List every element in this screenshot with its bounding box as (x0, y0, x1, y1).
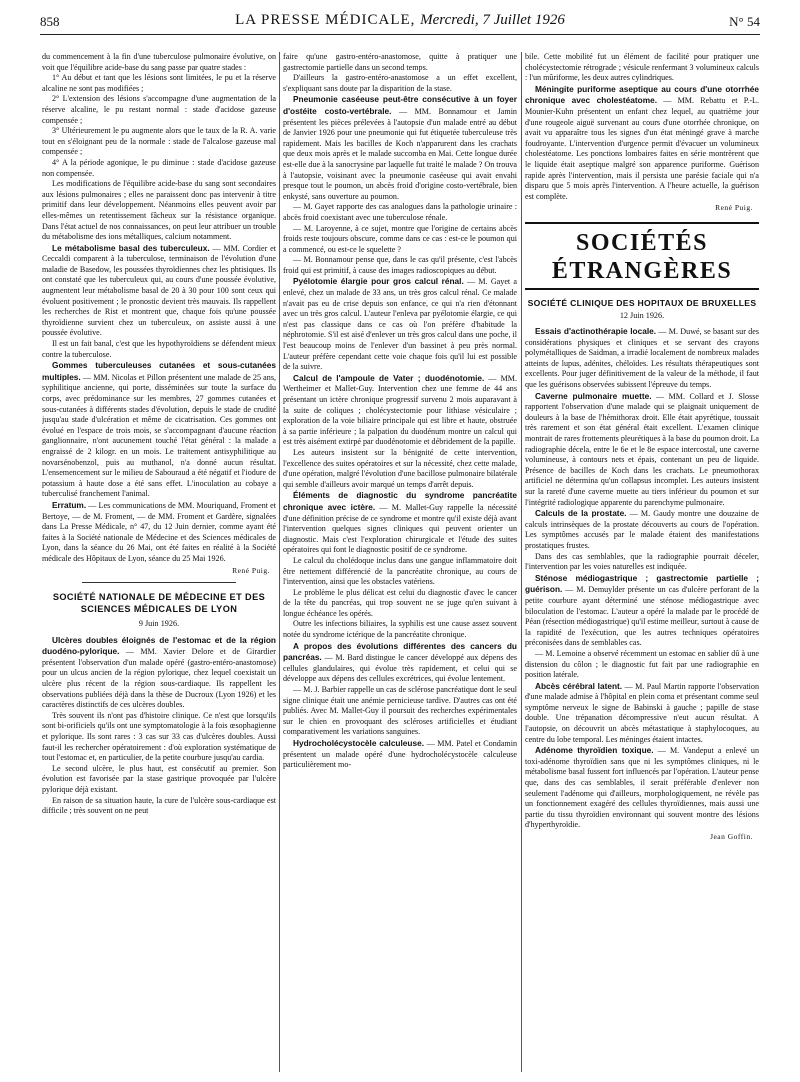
paragraph: Outre les infections biliaires, la syphilis est une cause assez souvent notée du syndrome ictérique de la pancréatite chronique. (283, 619, 517, 640)
article (283, 373, 517, 448)
article-text: — M. Gaudy montre une douzaine de calculs intrinsèques de la prostate découverts au cours de l'opération. Les symptômes accusés par le malade étaient des manifestations prostatiques frustes. (525, 509, 759, 550)
article-text: — MM. Wertheimer et Mallet-Guy. Intervention chez une femme de 44 ans présentant un ictère chronique progressif survenu 2 mois auparavant à la suite de coliques ; cholécystectomie pour lithiase vésiculaire ; exploration de la voie biliaire principale qui est libre et haute, obstruée à sa partie inférieure ; la palpation du duodénum montre un calcul qui est très aisément extirpé par duodénotomie et débridement de la papille. (283, 373, 517, 447)
paragraph: Le second ulcère, le plus haut, est consécutif au premier. Son évolution est favorisée par la stase gastrique provoquée par l'ulcère pylorique déjà existant. (42, 763, 276, 794)
page-number: 858 (40, 14, 60, 29)
article-text: — MM. Cordier et Ceccaldi comparent à la tuberculose, terminaison de l'évolution d'une maladie de Basedow, les poussées thyroïdiennes chez les phtisiques. Ils ont constaté que les tuberculeux qui, au cours d'une poussée évolutive, augmentent leur métabolisme basal de 20 à 30 pour 100 sont ceux qui évoluent positivement ; le pronostic devient très mauvais. Ils rappellent les recherches de Rist et montrent que, chaque fois qu'une poussée thyroïdienne survient chez un tuberculeux, on assiste aussi à une poussée évolutive. (42, 243, 276, 338)
paragraph: Les auteurs insistent sur la bénignité de cette intervention, l'excellence des suites opératoires et sur la nécessité, chez cette malade, d'une opération, malgré l'évolution d'une bacillose pulmonaire bilatérale qui semble d'ailleurs avoir marqué un temps d'arrêt depuis. (283, 447, 517, 489)
page-header (40, 8, 760, 35)
article-text: — MM. Nicolas et Pillon présentent une malade de 25 ans, syphilitique ancienne, qui porte, disséminées sur toute la surface du corps, avec prédominance sur les membres, 27 gommes cutanées et sous-cutanées à différents stades d'évolution, depuis le stade de crudité jusqu'au stade d'ulcération et même de cicatrisation. Ces gommes ont évolué en l'espace de trois mois, se s'accompagnant d'aucune réaction ganglionnaire, n'ont aucunement touché l'état général : la malade a engraissé de 2 kilogr. en un mois. Le traitement antisyphilitique au novarsénobenzol, puis au muthanol, n'a donné aucun résultat. L'ensemencement sur le milieu de Sabouraud a été négatif et l'iodure de potassium à haute dose a été sans effet. L'inoculation au cobaye a tuberculisé franchement l'animal. (42, 372, 276, 499)
article (525, 573, 759, 649)
paragraph: 1° Au début et tant que les lésions sont limitées, le pu et la réserve alcaline ne sont pas modifiées ; (42, 73, 276, 93)
article (42, 500, 276, 565)
column-3 (525, 52, 759, 1077)
paragraph: 3° Ultérieurement le pu augmente alors que le taux de la R. A. varie tout en s'éloignant peu de la normale : stade de l'alcalose gazeuse mal compensée ; (42, 126, 276, 157)
article (525, 326, 759, 391)
paragraph: 2° L'extension des lésions s'accompagne d'une augmentation de la réserve alcaline, le pu restant normal : stade d'acidose gazeuse compensée ; (42, 94, 276, 125)
article-heading: Éléments de diagnostic du syndrome pancréatite chronique avec ictère. (283, 490, 517, 512)
session-date: 12 Juin 1926. (619, 310, 665, 320)
paragraph: — M. Laroyenne, à ce sujet, montre que l'origine de certains abcès froids reste toujours obscure, comme dans ce cas : est-ce le poumon qui a commencé, ou est-ce le squelette ? (283, 223, 517, 254)
article-heading: Caverne pulmonaire muette. (535, 390, 652, 401)
article-text: — M. Vandeput a enlevé un toxi-adénome thyroïdien sans que ni les symptômes cliniques, ni le métabolisme basal fussent fort influencés par l'opération. L'auteur pense que, dans des cas semblables, il serait préférable d'enlever non seulement l'adénome qui d'ailleurs, morphologiquement, ne révèle pas un fonctionnement exagéré des cellules thyroïdiennes, mais aussi une partie du tissu thyroïdien environnant qui souvent montre des lésions d'hyperthyroïdie. (525, 746, 759, 830)
journal-title (40, 12, 760, 29)
column-divider (521, 52, 522, 1072)
issue-date: Mercredi, 7 Juillet 1926 (420, 12, 565, 28)
article-heading: Adénome thyroïdien toxique. (535, 745, 654, 756)
article-heading: Hydrocholécystocèle calculeuse. (293, 738, 425, 748)
article-text: — M. Demuylder présente un cas d'ulcère perforant de la petite courbure ayant déterminé une sténose médiogastrique avec biloculation de l'estomac. L'auteur a opéré la malade par le procédé de Péan (résection médiogastrique) qu'il estime meilleur, surtout à cause de la rapidité de l'exécution, que les autres techniques opératoires préconisées dans de semblables cas. (525, 585, 759, 648)
article-heading: Erratum. (52, 499, 87, 510)
article-heading: Ulcères doubles éloignés de l'estomac et de la région duodéno-pylorique. (42, 634, 276, 657)
paragraph: Le calcul du cholédoque inclus dans une gangue inflammatoire doit être nettement différencié de la pancréatite chronique, au cours de l'intervention, ainsi que les obstacles vatériens. (283, 555, 517, 587)
article-heading: Essais d'actinothérapie locale. (535, 326, 657, 337)
paragraph: — M. J. Barbier rappelle un cas de sclérose pancréatique dont le seul signe clinique était une anémie pernicieuse tardive. D'autres cas ont été publiés. Avec M. Mallet-Guy il poursuit des recherches expérimentales sur le chien en provoquant des scléroses artificielles et étudiant comparativement les variations sanguines. (283, 685, 517, 737)
section-banner: SOCIÉTÉS ÉTRANGÈRES (525, 222, 759, 290)
signature: René Puig. (715, 203, 753, 213)
session-date: 9 Juin 1926. (138, 619, 180, 629)
article (283, 276, 517, 372)
article-heading: A propos des évolutions différentes des cancers du pancréas. (283, 640, 517, 663)
article-heading: Méningite puriforme aseptique au cours d'une otorrhée chronique avec cholestéatome. (525, 83, 759, 106)
article-text: — M. Gayet a enlevé, chez un malade de 33 ans, un très gros calcul rénal. Ce malade n'avait pas eu de crise depuis son enfance, ce qui n'a rien d'étonnant avec un très gros calcul. L'auteur l'enleva par pyélotomie élargie, ce qui n'est pas classique dans ce cas où l'on préfère d'habitude la néphrotomie. S'il est aisé d'enlever un très gros calcul dans une poche, il l'est beaucoup moins de l'enlever d'un bassinet à peu près normal. L'auteur préfère cependant cette voie chaque fois qu'il lui est possible de la suivre. (283, 277, 517, 372)
article-heading: Le métabolisme basal des tuberculeux. (52, 242, 210, 253)
paragraph: Les modifications de l'équilibre acide-base du sang sont secondaires aux lésions pulmonaires ; elles ne paraissent donc pas intervenir à titre primitif dans leur développement. Néanmoins elles peuvent avoir par elles-mêmes un retentissement fâcheux sur la résistance organique. Dans l'état actuel de nos connaissances, on peut leur attribuer un trouble du métabolisme des ions métalliques, calcium notamment. (42, 179, 276, 242)
paragraph: D'ailleurs la gastro-entéro-anastomose a un effet excellent, s'expliquant sans doute par la disparition de la stase. (283, 73, 517, 93)
article-heading: Abcès cérébral latent. (535, 680, 623, 691)
article (525, 745, 759, 831)
paragraph: — M. Bonnamour pense que, dans le cas qu'il présente, c'est l'abcès froid qui est primitif, à cause des images radioscopiques au début. (283, 255, 517, 275)
article-text: — MM. Rebattu et P.-L. Mounier-Kuhn présentent un enfant chez lequel, au quatrième jour d'une rougeole aiguë survenant au cours d'une otorrhée chronique, on avait vu apparaître tous les signes d'un état méningé grave à marche foudroyante. L'intervention d'urgence permit d'évacuer un volumineux cholestéatome. Les ponctions lombaires faites en série montrèrent que le liquide était aseptique malgré son apparence puriforme. Guérison rapide après l'intervention, mais il persista une parésie faciale qui n'a disparu que 5 mois après l'intervention. A l'heure actuelle, la guérison est complète. (525, 96, 759, 201)
section-heading: SOCIÉTÉ CLINIQUE DES HOPITAUX DE BRUXELLES (527, 297, 757, 308)
divider (82, 582, 236, 583)
paragraph: Très souvent ils n'ont pas d'histoire clinique. Ce n'est que lorsqu'ils sont bi-orificiels qu'ils ont une symptomatologie à la fois œsophagienne et pylorique. Ils sont rares : 3 cas sur 33 cas d'ulcères doubles. Aussi faut-il les rechercher opératoirement : d'où exploration systématique de tout l'estomac et, en particulier, de la petite courbure jusqu'au cardia. (42, 710, 276, 763)
paragraph: Dans des cas semblables, que la radiographie pourrait déceler, l'intervention par les voies naturelles est indiquée. (525, 551, 759, 572)
paragraph: En raison de sa situation haute, la cure de l'ulcère sous-cardiaque est difficile ; très souvent on ne peut (42, 795, 276, 816)
article-text: — M. Bard distingue le cancer développé aux dépens des cellules glandulaires, qui évolue très rapidement, et celui qui se développe aux dépens des cellules excrétrices, qui évolue lentement. (283, 653, 517, 684)
article-text: — M. Duwé, se basant sur des considérations physiques et cliniques et se servant des crayons polymétalliques de Saidman, a irradié localement de nombreux malades atteints de lupus, adénites, chéloïdes. Les résultats thérapeutiques sont excellents. Pour juger définitivement de la valeur de la méthode, il faut que les guérisons observées subissent l'épreuve du temps. (525, 327, 759, 390)
paragraph: — M. Lemoine a observé récemment un estomac en sablier dû à une distension du côlon ; le diagnostic fut fait par une radiographie en position latérale. (525, 648, 759, 680)
article-heading: Sténose médiogastrique ; gastrectomie partielle ; guérison. (525, 572, 759, 595)
section-heading: SOCIÉTÉ NATIONALE DE MÉDECINE ET DES SCIENCES MÉDICALES DE LYON (52, 592, 266, 615)
article (42, 635, 276, 711)
column-2 (283, 52, 517, 1077)
article (283, 94, 517, 202)
paragraph: bile. Cette mobilité fut un élément de facilité pour pratiquer une cholécystectomie rétrograde ; vésicule renfermant 3 volumineux calculs : l'un mûriforme, les deux autres cylindriques. (525, 52, 759, 83)
article (42, 243, 276, 339)
article-heading: Gommes tuberculeuses cutanées et sous-cutanées multiples. (42, 360, 276, 382)
article-heading: Calculs de la prostate. (535, 508, 627, 519)
article-text: — MM. Bonnamour et Jamin présentent les pièces prélevées à l'autopsie d'un malade entré au début de Janvier 1926 pour une pneumonie qui fut étiquetée tuberculeuse très rapidement. Mais les bacilles de Koch n'apparurent dans les crachats que deux mois après et le malade succomba en Mai. Cette longue durée est-elle due à la sanocrysine par laquelle fut traité le malade ? On trouva à l'autopsie, voisinant avec la pneumonie caséeuse qui avait envahi presque tout le poumon, un abcès froid d'origine costo-vertébrale, bien enkysté, sans ouverture au poumon. (283, 106, 517, 201)
article (283, 738, 517, 771)
article (283, 641, 517, 685)
article (525, 508, 759, 551)
signature: Jean Goffin. (710, 832, 753, 841)
article-heading: Pneumonie caséeuse peut-être consécutive à un foyer d'ostéite costo-vertébrale. (283, 94, 517, 116)
article-text: — MM. Xavier Delore et de Girardier présentent l'observation d'un malade opéré (gastro-entéro-anastomose) pour un ulcus ancien de la région pylorique, chez lequel coexistait un ulcère plus récent de la région sous-cardiaque. Ils rappellent les observations publiées déjà dans la thèse de Ducroux (Lyon 1926) et les caractères distinctifs de ces ulcères doubles. (42, 647, 276, 710)
article-text: — MM. Collard et J. Slosse rapportent l'observation d'une malade qui se plaignait uniquement de douleurs à la base de l'hémithorax droit. Elle était apyrétique, toussait très rarement et son état général était excellent. L'examen clinique montrait de rares frottements pleurétiques à la base du poumon droit. La radiographie décela, entre le 6e et le 8e espace intercostal, une caverne volumineuse, à contours nets et épais, contenant un peu de liquide. Présence de bacilles de Koch dans les crachats. Le pneumothorax artificiel ne détermina qu'un collapsus incomplet. Les auteurs insistent sur la rareté d'une caverne muette au tiers inférieur du poumon et sur l'intégrité radiologique apparente du parenchyme pulmonaire. (525, 391, 759, 507)
article (42, 360, 276, 500)
article (525, 84, 759, 203)
article-text: — M. Mallet-Guy rappelle la nécessité d'une définition précise de ce syndrome et montre qu'il existe déjà avant l'intervention quelques signes cliniques qui peuvent orienter un diagnostic. Mais c'est l'exploration chirurgicale et l'étude des suites opératoires qui font le diagnostic positif de ce syndrome. (283, 502, 517, 555)
column-1 (42, 52, 276, 1077)
article-text: — MM. Patel et Condamin présentent un malade opéré d'une hydrocholécystocèle calculeuse particulièrement mo- (283, 739, 517, 770)
article-text: — M. Paul Martin rapporte l'observation d'une malade admise à l'hôpital en plein coma et présentant comme seul symptôme nerveux le signe de Babinski à gauche ; papille de stase double. Une trépanation décompressive n'eut aucun résultat. A l'autopsie, on découvrit un abcès métastatique à staphylocoques, au centre du lobe temporal. Les méninges étaient intactes. (525, 681, 759, 744)
signature: René Puig. (232, 565, 270, 575)
paragraph: du commencement à la fin d'une tuberculose pulmonaire évolutive, on voit que l'équilibre acide-base du sang passe par quatre stades : (42, 52, 276, 72)
paragraph: Il est un fait banal, c'est que les hypothyroïdiens se défendent mieux contre la tuberculose. (42, 339, 276, 359)
article (525, 681, 759, 746)
paragraph: Le problème le plus délicat est celui du diagnostic d'avec le cancer de la tête du pancréas, qui trop souvent ne se juge qu'en suivant à longue échéance les opérés. (283, 587, 517, 618)
article (283, 490, 517, 556)
article-text: — Les communications de MM. Mouriquand, Froment et Bertoye, — de M. Froment, — de MM. Froment et Gardère, signalées dans La Presse Médicale, n° 47, du 12 Juin dernier, comme ayant été faites à la Société nationale de Médecine et des Sciences médicales de Lyon, dans la séance du 26 Mai, ont été faites en réalité à la Société médicale des Hôpitaux de Lyon, séance du 25 Mai 1926. (42, 500, 276, 563)
article-heading: Calcul de l'ampoule de Vater ; duodénotomie. (293, 372, 485, 383)
paragraph: faire qu'une gastro-entéro-anastomose, quitte à pratiquer une gastrectomie partielle dans un second temps. (283, 52, 517, 72)
article (525, 391, 759, 509)
issue-number: N° 54 (729, 14, 760, 29)
paragraph: — M. Gayet rapporte des cas analogues dans la pathologie urinaire : abcès froid coexistant avec une tuberculose rénale. (283, 202, 517, 222)
column-divider (279, 52, 280, 1072)
article-heading: Pyélotomie élargie pour gros calcul rénal. (293, 276, 464, 287)
paragraph: 4° A la période agonique, le pu diminue : stade d'acidose gazeuse non compensée. (42, 157, 276, 178)
journal-name: LA PRESSE MÉDICALE, (235, 12, 416, 28)
